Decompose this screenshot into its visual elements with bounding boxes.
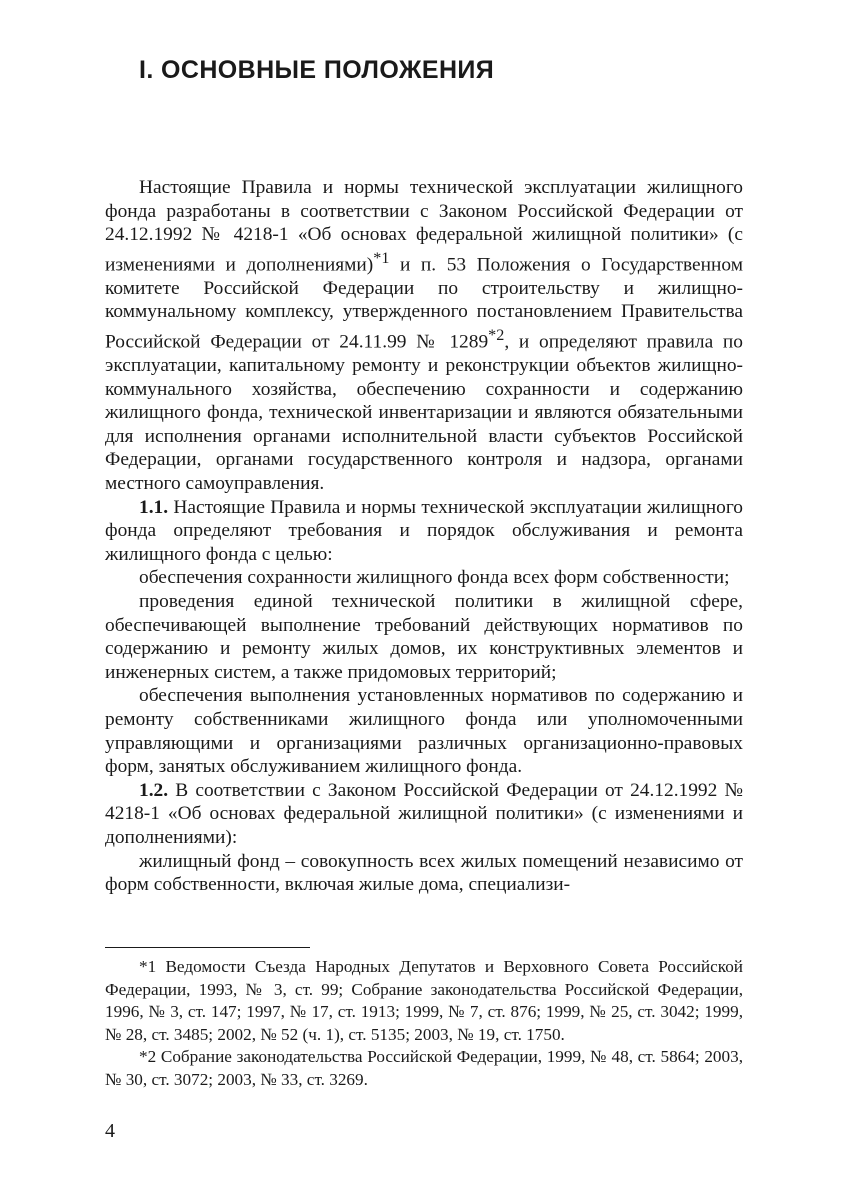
footnote-divider	[105, 947, 310, 948]
section-1-1-text: Настоящие Правила и нормы технической эксплуатации жилищного фонда определяют требования и порядок обслуживания и ремонта жилищного фонда с целью:	[105, 496, 743, 565]
section-1-2-number: 1.2.	[139, 779, 169, 801]
list-item: обеспечения сохранности жилищного фонда всех форм собственности;	[139, 567, 730, 589]
page-number: 4	[105, 1120, 115, 1142]
intro-part-3: , и определяют правила по эксплуатации, капитальному ремонту и реконструкции объектов жилищно-коммунального хозяйства, обеспечению сохранности и содержанию жилищного фонда, технической инвентаризации и являются обязательными для исполнения органами исполнительной власти субъектов Российской Федерации, органами государственного контроля и надзора, органами местного самоуправления.	[105, 331, 744, 495]
section-1-2-paragraph	[105, 779, 743, 850]
footnote-2	[105, 1046, 743, 1091]
section-1-1-paragraph	[105, 496, 743, 567]
intro-paragraph	[105, 176, 743, 496]
footnote-text: Ведомости Съезда Народных Депутатов и Верховного Совета Российской Федерации, 1993, № 3, ст. 99; Собрание законодательства Российской Федерации, 1996, № 3, ст. 147; 1997, № 17, ст. 1913; 1999, № 7, ст. 876; 1999, № 25, ст. 3042; 1999, № 28, ст. 3485; 2002, № 52 (ч. 1), ст. 5135; 2003, № 19, ст. 1750.	[105, 957, 743, 1044]
list-item: обеспечения выполнения установленных нормативов по содержанию и ремонту собственниками жилищного фонда или уполномоченными управляющими и организациями различных организационно-правовых форм, занятых обслуживанием жилищного фонда.	[105, 685, 743, 778]
intro-part-1: Настоящие Правила и нормы технической эксплуатации жилищного фонда разработаны в соответствии с Законом Российской Федерации от 24.12.1992 № 4218-1 «Об основах федеральной жилищной политики» (с изменениями и дополнениями)	[105, 177, 743, 276]
footnote-text: Собрание законодательства Российской Федерации, 1999, № 48, ст. 5864; 2003, № 30, ст. 3072; 2003, № 33, ст. 3269.	[105, 1047, 743, 1089]
footnotes	[105, 956, 743, 1092]
footnote-ref-2: *2	[488, 327, 505, 345]
intro-part-2: и п. 53 Положения о Государственном комитете Российской Федерации по строительству и жилищно-коммунальному комплексу, утвержденного постановлением Правительства Российской Федерации от 24.11.99 № 1289	[105, 254, 743, 353]
main-text	[105, 176, 743, 897]
footnote-marker: *1	[139, 957, 157, 976]
section-1-1-number: 1.1.	[139, 496, 169, 518]
list-item: проведения единой технической политики в жилищной сфере, обеспечивающей выполнение требований действующих нормативов по содержанию и ремонту жилых домов, их конструктивных элементов и инженерных систем, а также придомовых территорий;	[105, 591, 743, 683]
page-title: I. ОСНОВНЫЕ ПОЛОЖЕНИЯ	[139, 56, 495, 84]
section-1-2-text: В соответствии с Законом Российской Федерации от 24.12.1992 № 4218-1 «Об основах федеральной жилищной политики» (с изменениями и дополнениями):	[105, 779, 743, 848]
definition-paragraph: жилищный фонд – совокупность всех жилых помещений независимо от форм собственности, включая жилые дома, специализи-	[105, 850, 743, 896]
footnote-marker: *2	[139, 1047, 157, 1067]
footnote-1	[105, 956, 743, 1046]
footnote-ref-1: *1	[373, 249, 390, 267]
